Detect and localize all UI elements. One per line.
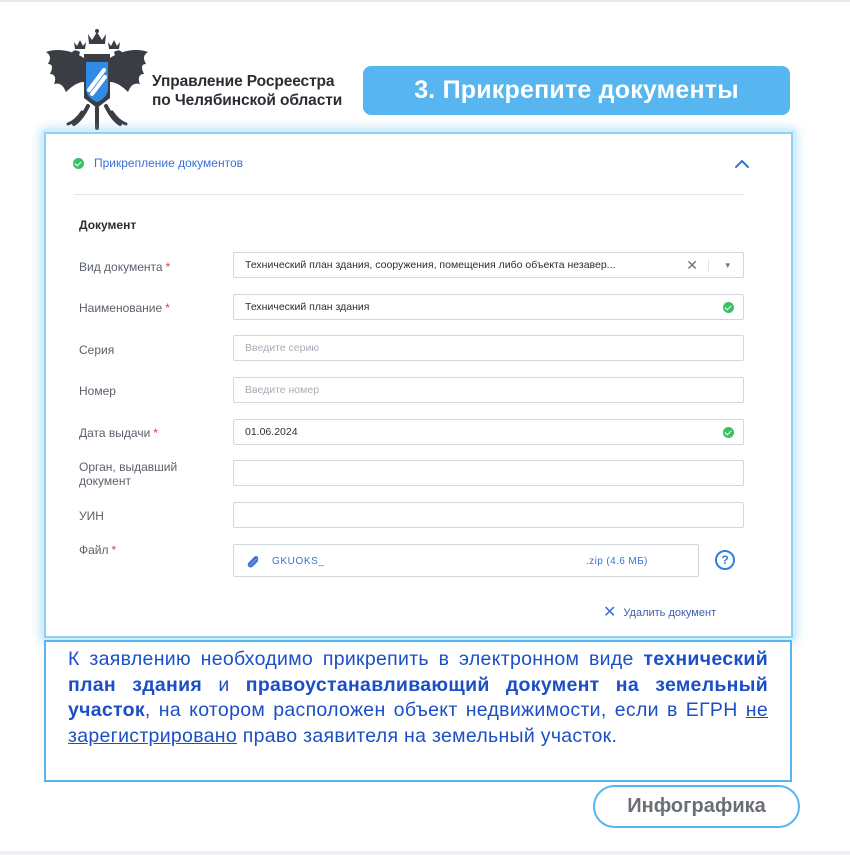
select-separator bbox=[708, 259, 709, 272]
issue-date-input[interactable] bbox=[233, 419, 744, 445]
series-placeholder: Введите серию bbox=[245, 342, 320, 354]
step-title-badge: 3. Прикрепите документы bbox=[363, 66, 790, 115]
issue-date-label: Дата выдачи * bbox=[79, 426, 158, 440]
number-input[interactable] bbox=[233, 377, 744, 403]
delete-document-button[interactable] bbox=[603, 606, 716, 620]
document-name-label: Наименование * bbox=[79, 301, 170, 315]
attached-file[interactable] bbox=[233, 544, 699, 577]
document-name-input[interactable] bbox=[233, 294, 744, 320]
number-placeholder: Введите номер bbox=[245, 384, 320, 396]
file-name: GKUOKS_ bbox=[272, 556, 325, 567]
org-name-line1: Управление Росреестра bbox=[152, 73, 335, 90]
chevron-up-icon[interactable] bbox=[732, 154, 752, 174]
explanation-text: К заявлению необходимо прикрепить в электронном виде технический план здания и правоустанавливающий документ на земельный участок, на котором расположен объект недвижимости, если в ЕГРН не зарегистрировано право заявителя на земельный участок. bbox=[68, 648, 768, 747]
document-type-value: Технический план здания, сооружения, помещения либо объекта незавер... bbox=[245, 259, 616, 271]
section-divider bbox=[74, 194, 745, 195]
issuing-authority-label: Орган, выдавший документ bbox=[79, 460, 178, 488]
file-extension-size: .zip (4.6 МБ) bbox=[586, 556, 648, 567]
rosreestr-emblem-icon bbox=[44, 28, 150, 130]
success-check-icon bbox=[73, 158, 84, 169]
document-type-label: Вид документа * bbox=[79, 260, 171, 274]
explanation-note bbox=[44, 640, 792, 782]
required-mark: * bbox=[111, 543, 117, 557]
valid-check-icon bbox=[723, 302, 734, 313]
issuing-authority-input[interactable] bbox=[233, 460, 744, 486]
chevron-down-icon[interactable]: ▾ bbox=[725, 260, 730, 270]
org-name bbox=[152, 72, 342, 110]
valid-check-icon bbox=[723, 427, 734, 438]
file-label: Файл * bbox=[79, 543, 117, 557]
infographic-tag: Инфографика bbox=[593, 785, 800, 828]
document-attachment-card bbox=[44, 132, 793, 638]
required-mark: * bbox=[165, 260, 171, 274]
delete-document-label: Удалить документ bbox=[623, 607, 717, 619]
close-icon: ✕ bbox=[603, 604, 617, 621]
help-icon[interactable]: ? bbox=[715, 550, 735, 570]
bottom-rule bbox=[0, 851, 850, 855]
series-label: Серия bbox=[79, 343, 115, 357]
document-heading: Документ bbox=[79, 218, 137, 232]
clear-icon[interactable]: ✕ bbox=[686, 257, 698, 273]
document-type-select[interactable] bbox=[233, 252, 744, 278]
document-name-value: Технический план здания bbox=[245, 301, 370, 313]
section-header[interactable] bbox=[73, 156, 243, 170]
number-label: Номер bbox=[79, 384, 116, 398]
required-mark: * bbox=[165, 301, 170, 315]
issue-date-value: 01.06.2024 bbox=[245, 426, 298, 438]
series-input[interactable] bbox=[233, 335, 744, 361]
top-rule bbox=[0, 0, 850, 2]
uin-input[interactable] bbox=[233, 502, 744, 528]
section-title: Прикрепление документов bbox=[94, 156, 243, 170]
paperclip-icon bbox=[245, 554, 261, 570]
required-mark: * bbox=[153, 426, 158, 440]
uin-label: УИН bbox=[79, 509, 104, 523]
org-name-line2: по Челябинской области bbox=[152, 92, 343, 109]
